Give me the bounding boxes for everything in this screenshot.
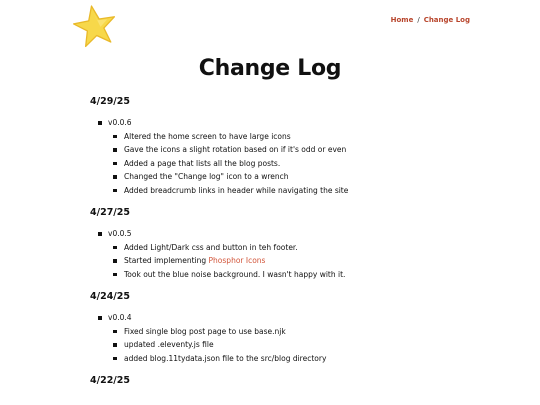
changelog-entry: [90, 375, 470, 386]
version-item: [90, 116, 470, 197]
change-item: [124, 254, 470, 268]
change-list: [124, 241, 470, 282]
phosphor-icons-link[interactable]: Phosphor Icons: [208, 256, 266, 265]
version-label: v0.0.4: [108, 313, 132, 322]
change-item: Added a page that lists all the blog posts.: [124, 157, 470, 171]
breadcrumb-separator: /: [417, 16, 420, 24]
change-item: Fixed single blog post page to use base.njk: [124, 325, 470, 339]
change-list: [124, 325, 470, 366]
change-item: Gave the icons a slight rotation based on if it's odd or even: [124, 143, 470, 157]
version-list: [90, 116, 470, 197]
changelog-content: [90, 96, 470, 396]
change-item: updated .eleventy.js file: [124, 338, 470, 352]
entry-date: 4/27/25: [90, 207, 130, 218]
version-list: [90, 227, 470, 281]
version-label: v0.0.6: [108, 118, 132, 127]
entry-date: 4/22/25: [90, 375, 130, 386]
version-item: [90, 311, 470, 365]
change-item: Added Light/Dark css and button in teh footer.: [124, 241, 470, 255]
version-item: [90, 227, 470, 281]
changelog-entry: [90, 96, 470, 197]
entry-date: 4/29/25: [90, 96, 130, 107]
breadcrumb: [391, 16, 470, 24]
change-item: Took out the blue noise background. I wasn't happy with it.: [124, 268, 470, 282]
version-list: [90, 311, 470, 365]
changelog-entry: [90, 207, 470, 281]
page-title: Change Log: [198, 56, 342, 81]
change-item: added blog.11tydata.json file to the src/blog directory: [124, 352, 470, 366]
changelog-entry: [90, 291, 470, 365]
breadcrumb-current-link[interactable]: Change Log: [423, 16, 470, 24]
version-label: v0.0.5: [108, 229, 132, 238]
change-item-text: Started implementing: [124, 256, 209, 265]
change-item: Changed the "Change log" icon to a wrench: [124, 170, 470, 184]
breadcrumb-home-link[interactable]: Home: [390, 16, 414, 24]
change-item: Altered the home screen to have large icons: [124, 130, 470, 144]
star-icon[interactable]: [69, 0, 122, 51]
entry-date: 4/24/25: [90, 291, 130, 302]
change-item: Added breadcrumb links in header while navigating the site: [124, 184, 470, 198]
change-list: [124, 130, 470, 198]
